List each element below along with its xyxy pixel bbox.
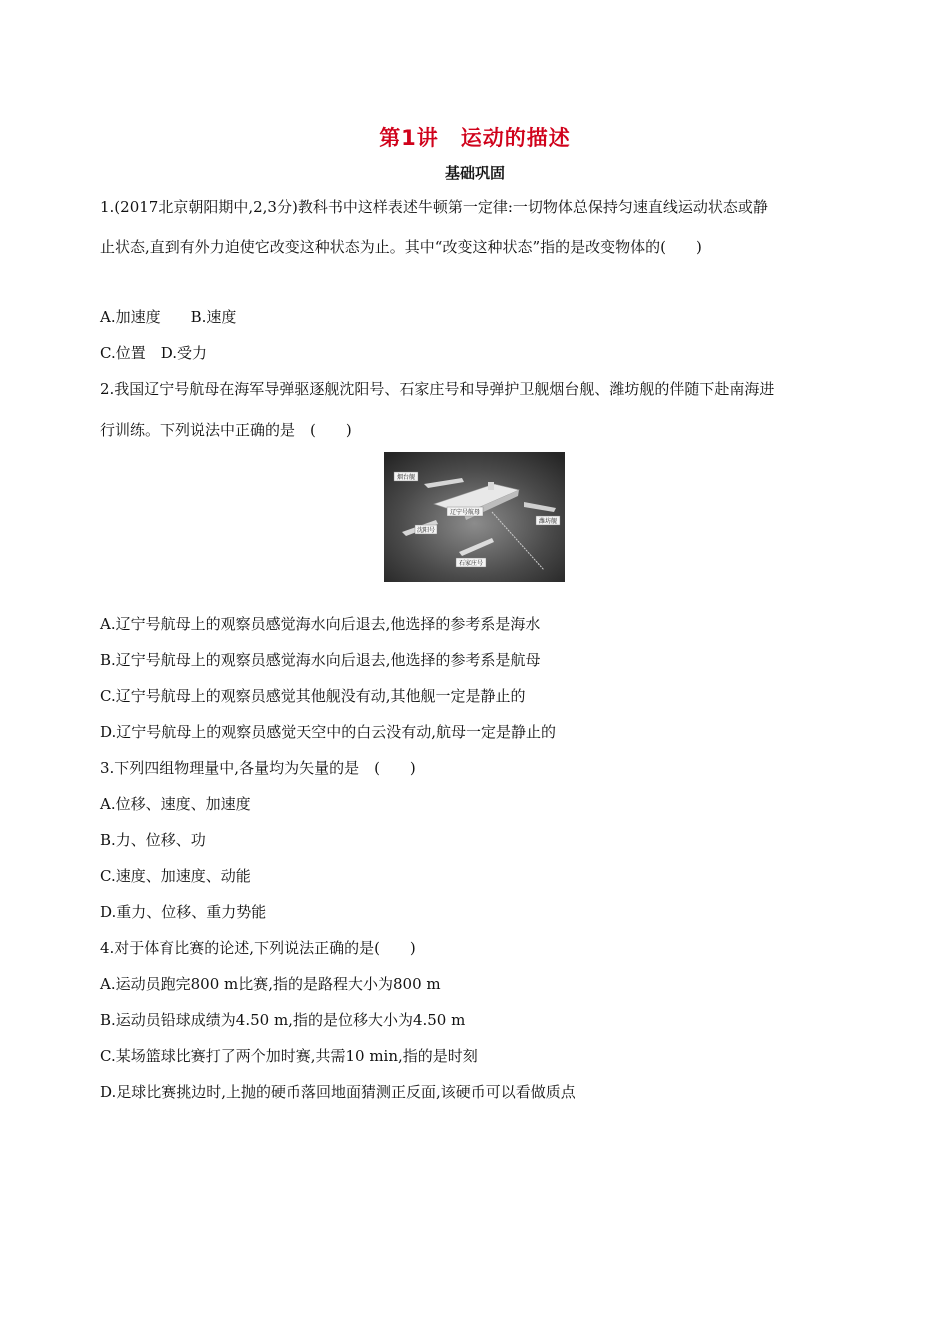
q3-option-d: D.重力、位移、重力势能 (100, 903, 267, 921)
q3-option-b: B.力、位移、功 (100, 831, 206, 849)
q3-option-c: C.速度、加速度、动能 (100, 867, 251, 885)
q4-stem: 4.对于体育比赛的论述,下列说法正确的是( ) (100, 939, 416, 957)
label-shenyang: 沈阳号 (416, 527, 436, 534)
q2-option-b: B.辽宁号航母上的观察员感觉海水向后退去,他选择的参考系是航母 (100, 651, 541, 669)
q3-option-a: A.位移、速度、加速度 (100, 795, 251, 813)
q2-option-a: A.辽宁号航母上的观察员感觉海水向后退去,他选择的参考系是海水 (100, 615, 541, 633)
q2-stem-line1: 2.我国辽宁号航母在海军导弹驱逐舰沈阳号、石家庄号和导弹护卫舰烟台舰、潍坊舰的伴随下赴南海进 (100, 380, 775, 398)
q1-stem-line1: 1.(2017北京朝阳期中,2,3分)教科书中这样表述牛顿第一定律:一切物体总保持匀速直线运动状态或静 (100, 198, 768, 216)
label-shijiazhuang: 石家庄号 (458, 560, 484, 567)
q4-option-b: B.运动员铅球成绩为4.50 m,指的是位移大小为4.50 m (100, 1011, 466, 1029)
q2-stem-line2: 行训练。下列说法中正确的是 ( ) (100, 421, 352, 439)
q2-option-c: C.辽宁号航母上的观察员感觉其他舰没有动,其他舰一定是静止的 (100, 687, 526, 705)
page-title: 第1讲 运动的描述 (379, 126, 571, 150)
q2-option-d: D.辽宁号航母上的观察员感觉天空中的白云没有动,航母一定是静止的 (100, 723, 557, 741)
q1-stem-line2: 止状态,直到有外力迫使它改变这种状态为止。其中“改变这种状态”指的是改变物体的( ) (100, 238, 702, 256)
label-liaoning: 辽宁号航母 (449, 509, 481, 516)
q4-option-d: D.足球比赛挑边时,上抛的硬币落回地面猜测正反面,该硬币可以看做质点 (100, 1083, 576, 1101)
q1-options-cd: C.位置 D.受力 (100, 344, 207, 362)
q1-options-ab: A.加速度 B.速度 (100, 308, 237, 326)
label-yantai: 烟台舰 (396, 474, 416, 481)
fleet-formation-figure (384, 452, 565, 582)
q3-stem: 3.下列四组物理量中,各量均为矢量的是 ( ) (100, 759, 416, 777)
q4-option-c: C.某场篮球比赛打了两个加时赛,共需10 min,指的是时刻 (100, 1047, 478, 1065)
q4-option-a: A.运动员跑完800 m比赛,指的是路程大小为800 m (100, 975, 441, 993)
section-heading: 基础巩固 (444, 164, 505, 182)
label-weifang: 潍坊舰 (538, 518, 558, 525)
